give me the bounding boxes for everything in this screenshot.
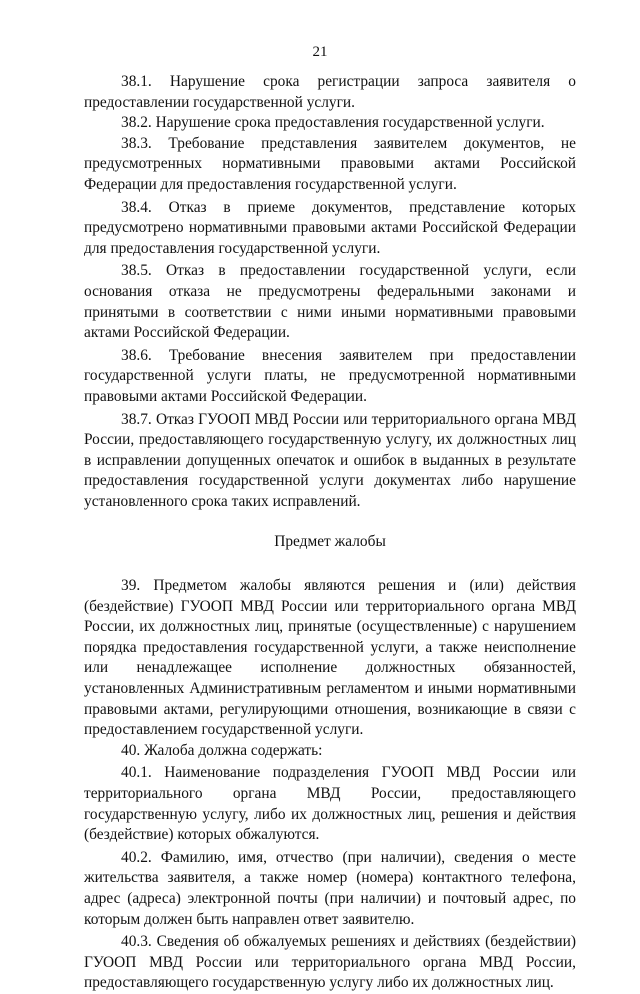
paragraph-38-2: 38.2. Нарушение срока предоставления государственной услуги.	[121, 114, 545, 132]
document-body	[84, 72, 576, 994]
paragraph-40-3: 40.3. Сведения об обжалуемых решениях и действиях (бездействии) ГУООП МВД России или территориального органа МВД России, предоставляющего государственную услугу либо их должностных лиц.	[84, 933, 576, 992]
paragraph-40: 40. Жалоба должна содержать:	[121, 741, 323, 759]
paragraph-40-1: 40.1. Наименование подразделения ГУООП МВД России или территориального органа МВД России, предоставляющего государственную услугу, либо их должностных лиц, решения и действия (бездействие) которых обжалуются.	[84, 764, 576, 844]
paragraph-40-2: 40.2. Фамилию, имя, отчество (при наличии), сведения о месте жительства заявителя, а также номер (номера) контактного телефона, адрес (адреса) электронной почты (при наличии) и почтовый адрес, по которым должен быть направлен ответ заявителю.	[84, 848, 576, 928]
paragraph-38-7: 38.7. Отказ ГУООП МВД России или территориального органа МВД России, предоставляющего государственную услугу, их должностных лиц в исправлении допущенных опечаток и ошибок в выданных в результате предоставления государственной услуги документах либо нарушение установленного срока таких исправлений.	[84, 410, 576, 510]
paragraph-38-6: 38.6. Требование внесения заявителем при предоставлении государственной услуги платы, не предусмотренной нормативными правовыми актами Российской Федерации.	[84, 346, 576, 405]
paragraph-38-3: 38.3. Требование представления заявителем документов, не предусмотренных нормативными правовыми актами Российской Федерации для предоставления государственной услуги.	[84, 134, 576, 193]
section-heading: Предмет жалобы	[274, 533, 386, 551]
paragraph-38-5: 38.5. Отказ в предоставлении государственной услуги, если основания отказа не предусмотрены федеральными законами и принятыми в соответствии с ними иными нормативными правовыми актами Российской Федерации.	[84, 262, 576, 342]
page-number: 21	[312, 44, 328, 60]
paragraph-39: 39. Предметом жалобы являются решения и (или) действия (бездействие) ГУООП МВД России или территориального органа МВД России, их должностных лиц, принятые (осуществленные) с нарушением порядка предоставления государственной услуги, а также неисполнение или ненадлежащее исполнение должностных обязанностей, установленных Административным регламентом и иными нормативными правовыми актами, регулирующими отношения, возникающие в связи с предоставлением государственной услуги.	[84, 577, 576, 739]
paragraph-38-4: 38.4. Отказ в приеме документов, представление которых предусмотрено нормативными правовыми актами Российской Федерации для предоставления государственной услуги.	[84, 198, 576, 257]
paragraph-38-1: 38.1. Нарушение срока регистрации запроса заявителя о предоставлении государственной услуги.	[84, 73, 576, 111]
